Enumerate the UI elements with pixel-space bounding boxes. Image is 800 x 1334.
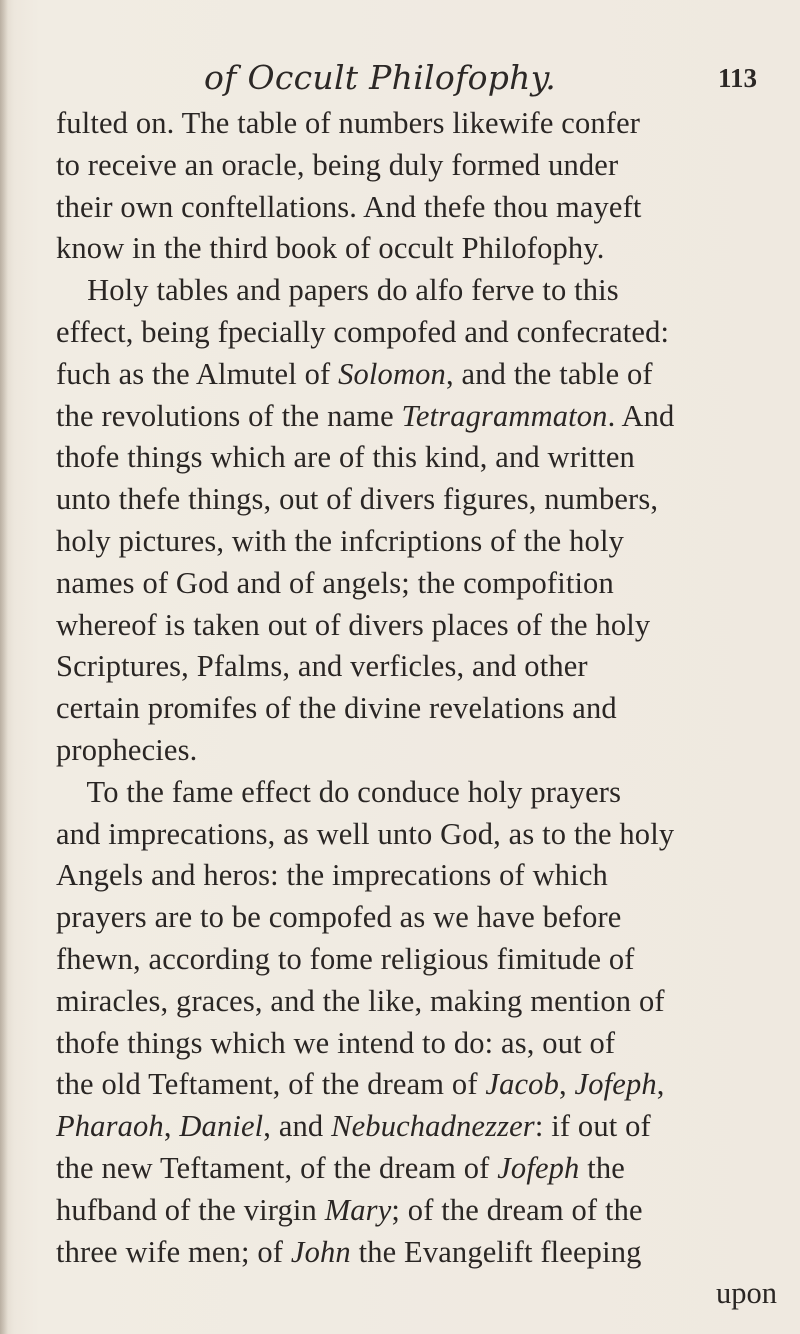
text-run: whereof is taken out of divers places of the holy — [56, 607, 651, 642]
text-line — [56, 772, 786, 814]
text-run: thofe things which we intend to do: as, out of — [56, 1025, 616, 1060]
text-run: Scriptures, Pfalms, and verficles, and other — [56, 649, 588, 684]
italic-name: Solomon — [338, 356, 446, 391]
text-line — [56, 270, 786, 312]
italic-name: Jofeph — [497, 1150, 580, 1185]
text-run: miracles, graces, and the like, making mention of — [56, 983, 665, 1018]
text-line — [56, 855, 786, 897]
text-run: hufband of the virgin — [56, 1192, 325, 1227]
text-line — [56, 228, 786, 270]
text-run: : if out of — [534, 1109, 651, 1144]
italic-name: Daniel — [179, 1109, 264, 1144]
text-line — [56, 939, 786, 981]
text-line — [56, 1148, 786, 1190]
text-run: , — [656, 1067, 665, 1102]
text-line — [56, 981, 786, 1023]
text-line — [56, 396, 786, 438]
text-run: ; of the dream of the — [391, 1192, 643, 1227]
text-run: the old Teftament, of the dream of — [56, 1067, 486, 1102]
text-line — [56, 1232, 786, 1274]
text-line — [56, 1023, 786, 1065]
text-run: their own conftellations. And thefe thou mayeft — [56, 189, 642, 224]
text-run: effect, being fpecially compofed and confecrated: — [56, 314, 670, 349]
text-line — [56, 479, 786, 521]
text-run: prophecies. — [56, 732, 198, 767]
text-line — [56, 646, 786, 688]
text-run: certain promifes of the divine revelations and — [56, 691, 617, 726]
text-line — [56, 730, 786, 772]
text-run: , and — [263, 1109, 332, 1144]
text-run: Holy tables and papers do alfo ferve to this — [56, 273, 619, 308]
italic-name: Mary — [324, 1192, 392, 1227]
italic-name: Pharaoh — [56, 1109, 164, 1144]
text-run: fhewn, according to fome religious fimitude of — [56, 941, 635, 976]
text-run: , — [558, 1067, 575, 1102]
text-line — [56, 1064, 786, 1106]
text-line — [56, 563, 786, 605]
text-run: to receive an oracle, being duly formed under — [56, 147, 619, 182]
text-line — [56, 187, 786, 229]
italic-name: Jacob — [485, 1067, 559, 1102]
text-run: the — [579, 1150, 625, 1185]
text-line — [56, 437, 786, 479]
text-run: holy pictures, with the infcriptions of the holy — [56, 523, 624, 558]
text-run: know in the third book of occult Philofophy. — [56, 231, 605, 266]
page-gutter-shadow — [0, 0, 8, 1334]
text-line — [56, 103, 786, 145]
italic-name: Jofeph — [574, 1067, 657, 1102]
text-run: three wife men; of — [56, 1234, 291, 1269]
text-line — [56, 145, 786, 187]
text-run: thofe things which are of this kind, and written — [56, 440, 635, 475]
text-line — [56, 521, 786, 563]
text-run: , — [163, 1109, 180, 1144]
italic-name: Nebuchadnezzer — [331, 1109, 535, 1144]
text-line — [56, 354, 786, 396]
text-run: prayers are to be compofed as we have before — [56, 900, 622, 935]
text-run: unto thefe things, out of divers figures, numbers, — [56, 482, 659, 517]
text-line — [56, 897, 786, 939]
text-line — [56, 1106, 786, 1148]
running-head-title: of Occult Philofophy. — [204, 58, 557, 97]
text-line — [56, 1190, 786, 1232]
text-line — [56, 814, 786, 856]
catchword: upon — [716, 1276, 777, 1310]
italic-name: Tetragrammaton — [401, 398, 608, 433]
text-run: fulted on. The table of numbers likewife confer — [56, 106, 641, 140]
running-head — [0, 58, 800, 98]
text-line — [56, 688, 786, 730]
page-number: 113 — [718, 63, 758, 93]
text-run: names of God and of angels; the compofition — [56, 565, 614, 600]
text-line — [56, 312, 786, 354]
text-run: , and the table of — [445, 356, 653, 391]
text-line — [56, 605, 786, 647]
text-run: . And — [607, 398, 675, 433]
italic-name: John — [290, 1234, 351, 1269]
text-run: and imprecations, as well unto God, as to the holy — [56, 816, 675, 851]
body-text — [56, 103, 786, 1273]
text-run: Angels and heros: the imprecations of which — [56, 858, 608, 893]
text-run: To the fame effect do conduce holy prayers — [56, 774, 622, 809]
text-run: the new Teftament, of the dream of — [56, 1150, 498, 1185]
text-run: the revolutions of the name — [56, 398, 402, 433]
text-run: fuch as the Almutel of — [56, 356, 339, 391]
text-run: the Evangelift fleeping — [350, 1234, 642, 1269]
